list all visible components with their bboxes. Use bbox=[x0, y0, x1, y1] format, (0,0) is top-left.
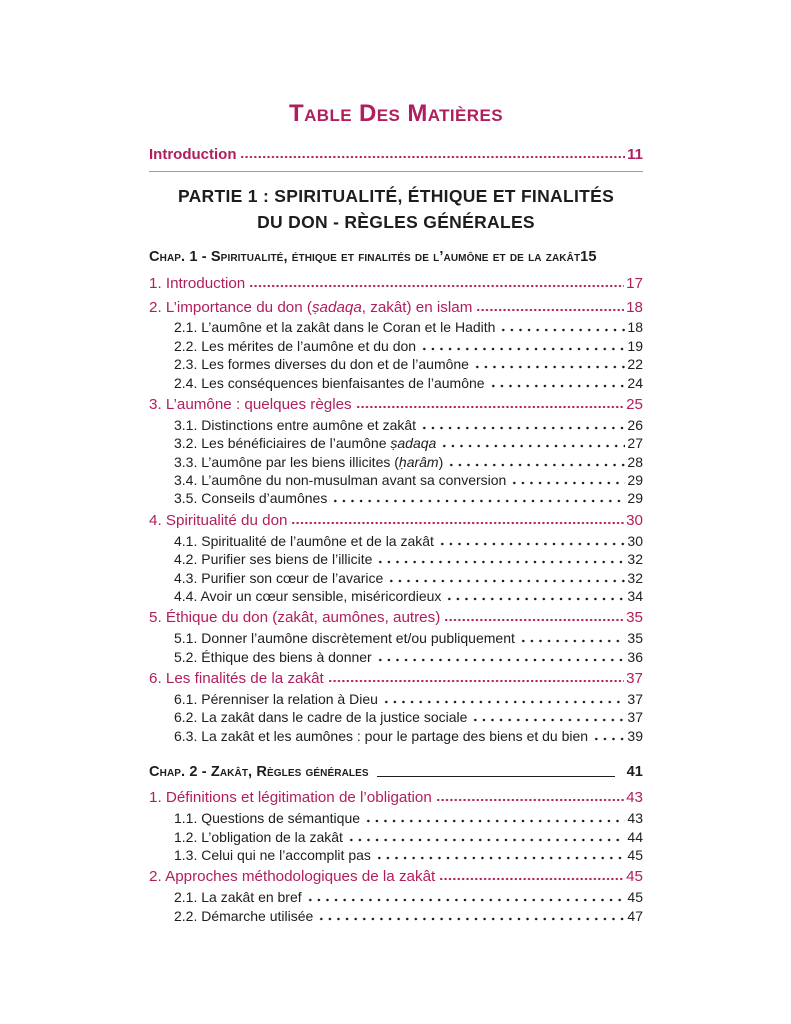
toc-entry bbox=[149, 508, 643, 532]
dot-leader bbox=[382, 700, 626, 704]
toc-entry-label: 2.1. L’aumône et la zakât dans le Coran et le Hadith bbox=[174, 319, 496, 336]
toc-entry-page: 47 bbox=[627, 907, 643, 924]
dot-leader bbox=[445, 597, 625, 601]
toc-entry-page: 37 bbox=[627, 709, 643, 726]
toc-entry bbox=[174, 828, 643, 846]
dot-leader bbox=[438, 542, 625, 546]
chapter-heading-label: Chap. 1 - Spiritualité, éthique et finalités de l’aumône et de la zakât bbox=[149, 249, 581, 265]
dot-leader bbox=[356, 405, 624, 409]
toc-entry-label: 5. Éthique du don (zakât, aumônes, autres) bbox=[149, 609, 441, 627]
part-heading-line2: DU DON - RÈGLES GÉNÉRALES bbox=[257, 212, 535, 232]
part-heading bbox=[149, 183, 643, 235]
toc-entry-page: 37 bbox=[627, 691, 643, 708]
dot-leader bbox=[440, 444, 625, 448]
dot-leader bbox=[439, 877, 624, 881]
toc-entry bbox=[174, 435, 643, 453]
toc-entry-label: 6.3. La zakât et les aumônes : pour le partage des biens et du bien bbox=[174, 727, 589, 744]
dot-leader bbox=[249, 284, 624, 288]
dot-leader bbox=[447, 463, 625, 467]
toc-entry-page: 32 bbox=[627, 551, 643, 568]
toc-entry bbox=[174, 648, 643, 666]
toc-entry-label: 3.3. L’aumône par les biens illicites (ḥarâm) bbox=[174, 453, 444, 470]
dot-leader bbox=[489, 384, 626, 388]
toc-entry-page: 25 bbox=[626, 396, 643, 413]
toc-entry-page: 30 bbox=[627, 532, 643, 549]
toc-entry bbox=[174, 417, 643, 435]
toc-entry-label: 2.2. Démarche utilisée bbox=[174, 907, 314, 924]
chapter-heading bbox=[149, 763, 643, 782]
toc-entry-label: 4.4. Avoir un cœur sensible, miséricordieux bbox=[174, 587, 442, 604]
dot-leader bbox=[376, 658, 626, 662]
toc-entry bbox=[174, 810, 643, 828]
toc-entry-label: 6. Les finalités de la zakât bbox=[149, 670, 324, 688]
toc-entry-page: 28 bbox=[627, 453, 643, 470]
chapter-heading bbox=[149, 248, 643, 267]
toc-entry-page: 11 bbox=[627, 146, 643, 163]
underscore-leader bbox=[377, 775, 615, 777]
toc-entry bbox=[174, 709, 643, 727]
chapter-page: 15 bbox=[580, 249, 597, 265]
toc-entry-label: 2.2. Les mérites de l’aumône et du don bbox=[174, 337, 417, 354]
dot-leader bbox=[306, 898, 626, 902]
toc-entry-page: 32 bbox=[627, 569, 643, 586]
toc-entry-page: 24 bbox=[627, 374, 643, 391]
toc-entry bbox=[174, 490, 643, 508]
toc-entry bbox=[174, 588, 643, 606]
toc-entry bbox=[174, 907, 643, 925]
toc-entry-page: 27 bbox=[627, 435, 643, 452]
toc-entry-label: 3.2. Les bénéficiaires de l’aumône ṣadaqa bbox=[174, 435, 437, 452]
toc-entry-label: 3. L’aumône : quelques règles bbox=[149, 396, 352, 413]
dot-leader bbox=[375, 856, 626, 860]
toc-entry-label: 5.2. Éthique des biens à donner bbox=[174, 648, 372, 665]
toc-entry bbox=[174, 889, 643, 907]
toc-entry-label: 4.2. Purifier ses biens de l’illicite bbox=[174, 551, 373, 568]
toc-entry-page: 34 bbox=[627, 587, 643, 604]
toc-entry bbox=[149, 667, 643, 691]
toc-entry bbox=[174, 630, 643, 648]
dot-leader bbox=[473, 365, 625, 369]
toc-entry-label: 4. Spiritualité du don bbox=[149, 511, 288, 529]
section-divider bbox=[149, 171, 643, 172]
toc-entry bbox=[149, 295, 643, 319]
toc-entry-label: 2. L’importance du don (ṣadaqa, zakât) en islam bbox=[149, 298, 473, 316]
toc-entry-page: 43 bbox=[627, 810, 643, 827]
toc-entry-label: 6.2. La zakât dans le cadre de la justice sociale bbox=[174, 709, 468, 726]
toc-entry bbox=[149, 865, 643, 889]
toc-entry-page: 29 bbox=[627, 472, 643, 489]
toc-entry-page: 43 bbox=[626, 789, 643, 807]
toc-entry-page: 44 bbox=[627, 828, 643, 845]
dot-leader bbox=[376, 560, 625, 564]
toc-entry-label: 1. Définitions et légitimation de l’obligation bbox=[149, 789, 432, 807]
toc-entry-page: 18 bbox=[626, 298, 643, 316]
toc-entry bbox=[149, 393, 643, 417]
toc-entry-label: 1.2. L’obligation de la zakât bbox=[174, 828, 343, 845]
toc-entry-page: 30 bbox=[626, 511, 643, 529]
toc-entry-page: 35 bbox=[627, 630, 643, 647]
dot-leader bbox=[387, 579, 625, 583]
toc-entry-page: 19 bbox=[627, 337, 643, 354]
dot-leader bbox=[291, 521, 624, 525]
toc-entry-introduction bbox=[149, 145, 643, 164]
dot-leader bbox=[592, 737, 625, 741]
toc-entry-label: 6.1. Pérenniser la relation à Dieu bbox=[174, 691, 378, 708]
toc-entry-page: 45 bbox=[627, 846, 643, 863]
toc-entry-label: 5.1. Donner l’aumône discrètement et/ou publiquement bbox=[174, 630, 515, 647]
dot-leader bbox=[420, 347, 625, 351]
toc-entry bbox=[174, 453, 643, 471]
dot-leader bbox=[471, 718, 625, 722]
toc-entry-page: 37 bbox=[626, 670, 643, 688]
toc-entry bbox=[149, 271, 643, 295]
toc-entry bbox=[174, 691, 643, 709]
toc-entry-page: 22 bbox=[627, 356, 643, 373]
page-title: Table Des Matières bbox=[289, 100, 503, 127]
toc-entry bbox=[174, 551, 643, 569]
toc-entry bbox=[149, 786, 643, 810]
toc-entry-label: 2.3. Les formes diverses du don et de l’aumône bbox=[174, 356, 469, 373]
toc-entry-page: 45 bbox=[626, 868, 643, 886]
toc-entry bbox=[174, 356, 643, 374]
toc-entry bbox=[174, 319, 643, 337]
dot-leader bbox=[364, 819, 625, 823]
toc-entry-label: 3.4. L’aumône du non-musulman avant sa conversion bbox=[174, 472, 507, 489]
chapter-heading-label: Chap. 2 - Zakât, Règles générales bbox=[149, 763, 369, 780]
dot-leader bbox=[420, 426, 625, 430]
toc-entry-label: 2.1. La zakât en bref bbox=[174, 889, 302, 906]
toc-entry-page: 26 bbox=[627, 416, 643, 433]
toc-list bbox=[149, 248, 643, 926]
toc-entry-label: 1.3. Celui qui ne l’accomplit pas bbox=[174, 846, 371, 863]
toc-entry-page: 18 bbox=[627, 319, 643, 336]
toc-entry bbox=[174, 374, 643, 392]
toc-entry-page: 36 bbox=[627, 648, 643, 665]
toc-entry-page: 29 bbox=[627, 490, 643, 507]
toc-entry bbox=[174, 847, 643, 865]
toc-entry-label: 1. Introduction bbox=[149, 274, 246, 292]
toc-entry-label: 2. Approches méthodologiques de la zakât bbox=[149, 868, 436, 886]
toc-entry-page: 35 bbox=[626, 609, 643, 627]
dot-leader bbox=[240, 155, 625, 159]
toc-entry-label: 2.4. Les conséquences bienfaisantes de l’aumône bbox=[174, 374, 485, 391]
toc-entry-label: 4.3. Purifier son cœur de l’avarice bbox=[174, 569, 384, 586]
dot-leader bbox=[436, 798, 624, 802]
toc-entry-label: 4.1. Spiritualité de l’aumône et de la zakât bbox=[174, 532, 434, 549]
dot-leader bbox=[328, 679, 624, 683]
toc-entry bbox=[174, 337, 643, 355]
toc-entry-page: 17 bbox=[626, 274, 643, 292]
dot-leader bbox=[444, 618, 624, 622]
dot-leader bbox=[519, 639, 626, 643]
chapter-page: 41 bbox=[626, 763, 643, 780]
dot-leader bbox=[499, 328, 625, 332]
toc-entry-page: 39 bbox=[627, 727, 643, 744]
toc-entry bbox=[174, 472, 643, 490]
toc-entry-page: 45 bbox=[627, 889, 643, 906]
toc-entry-label: 3.5. Conseils d’aumônes bbox=[174, 490, 328, 507]
dot-leader bbox=[510, 481, 625, 485]
toc-entry bbox=[149, 606, 643, 630]
dot-leader bbox=[347, 838, 626, 842]
toc-entry-label: 1.1. Questions de sémantique bbox=[174, 810, 361, 827]
dot-leader bbox=[476, 308, 624, 312]
toc-entry-label: 3.1. Distinctions entre aumône et zakât bbox=[174, 416, 417, 433]
toc-entry bbox=[174, 727, 643, 745]
toc-entry bbox=[174, 532, 643, 550]
toc-entry bbox=[174, 569, 643, 587]
toc-entry-label: Introduction bbox=[149, 146, 237, 163]
dot-leader bbox=[331, 499, 625, 503]
dot-leader bbox=[317, 917, 625, 921]
part-heading-line1: PARTIE 1 : SPIRITUALITÉ, ÉTHIQUE ET FINALITÉS bbox=[177, 186, 615, 206]
